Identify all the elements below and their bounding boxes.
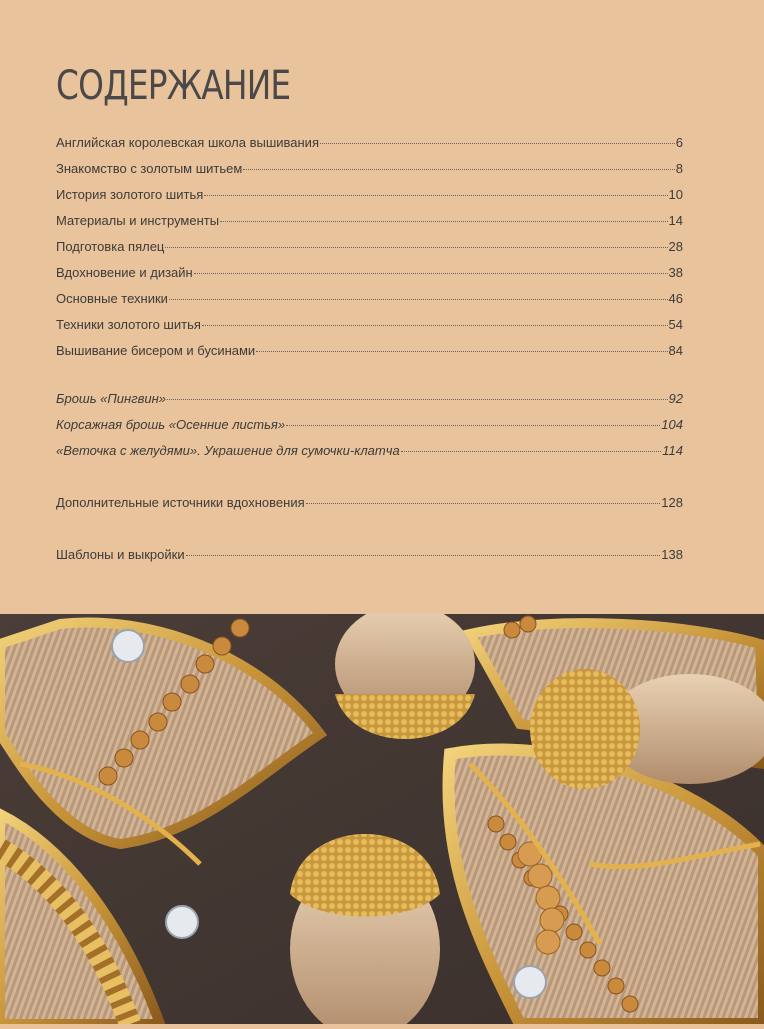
toc-entry[interactable] (56, 442, 683, 468)
section-spacer (56, 520, 683, 546)
section-spacer (56, 468, 683, 494)
toc-entry-page: 84 (668, 343, 683, 358)
toc-entry[interactable] (56, 342, 683, 368)
toc-entry-page: 6 (675, 135, 683, 150)
dot-leader (167, 399, 668, 400)
toc-entry-label: Вдохновение и дизайн (56, 265, 193, 280)
toc-entry[interactable] (56, 186, 683, 212)
toc-entry-label: Шаблоны и выкройки (56, 547, 185, 562)
dot-leader (401, 451, 662, 452)
dot-leader (186, 555, 661, 556)
toc-entry[interactable] (56, 238, 683, 264)
dot-leader (165, 247, 667, 248)
toc-entry-page: 28 (668, 239, 683, 254)
dot-leader (202, 325, 668, 326)
toc-entry-page: 38 (668, 265, 683, 280)
toc-entry-page: 138 (661, 547, 683, 562)
toc-entry[interactable] (56, 494, 683, 520)
dot-leader (320, 143, 675, 144)
dot-leader (194, 273, 668, 274)
toc-entry-label: «Веточка с желудями». Украшение для сумочки-клатча (56, 443, 400, 458)
page-title: СОДЕРЖАНИЕ (56, 63, 291, 109)
toc-entry-page: 114 (662, 443, 683, 458)
dot-leader (256, 351, 667, 352)
toc-entry[interactable] (56, 546, 683, 572)
toc-entry-page: 8 (675, 161, 683, 176)
toc-entry[interactable] (56, 160, 683, 186)
dot-leader (220, 221, 667, 222)
toc-entry-page: 10 (668, 187, 683, 202)
toc-entry-page: 104 (661, 417, 683, 432)
toc-entry-page: 128 (661, 495, 683, 510)
dot-leader (306, 503, 661, 504)
toc-entry[interactable] (56, 390, 683, 416)
goldwork-embroidery-photo (0, 614, 764, 1024)
toc-entry-page: 46 (668, 291, 683, 306)
toc-entry[interactable] (56, 134, 683, 160)
toc-entry-label: Дополнительные источники вдохновения (56, 495, 305, 510)
toc-entry-page: 54 (668, 317, 683, 332)
dot-leader (204, 195, 667, 196)
toc-entry-label: История золотого шитья (56, 187, 204, 202)
toc-entry-label: Материалы и инструменты (56, 213, 220, 228)
toc-entry-page: 92 (668, 391, 683, 406)
toc-entry[interactable] (56, 316, 683, 342)
toc-list (56, 134, 683, 572)
toc-entry-label: Техники золотого шитья (56, 317, 201, 332)
dot-leader (286, 425, 660, 426)
toc-entry-page: 14 (668, 213, 683, 228)
toc-entry[interactable] (56, 264, 683, 290)
section-spacer (56, 368, 683, 390)
toc-entry[interactable] (56, 416, 683, 442)
toc-entry-label: Корсажная брошь «Осенние листья» (56, 417, 286, 432)
dot-leader (243, 169, 674, 170)
dot-leader (169, 299, 668, 300)
toc-entry-label: Английская королевская школа вышивания (56, 135, 319, 150)
toc-entry[interactable] (56, 290, 683, 316)
toc-entry-label: Вышивание бисером и бусинами (56, 343, 256, 358)
toc-entry-label: Основные техники (56, 291, 168, 306)
toc-entry-label: Подготовка пялец (56, 239, 165, 254)
toc-entry[interactable] (56, 212, 683, 238)
toc-entry-label: Брошь «Пингвин» (56, 391, 167, 406)
toc-entry-label: Знакомство с золотым шитьем (56, 161, 243, 176)
